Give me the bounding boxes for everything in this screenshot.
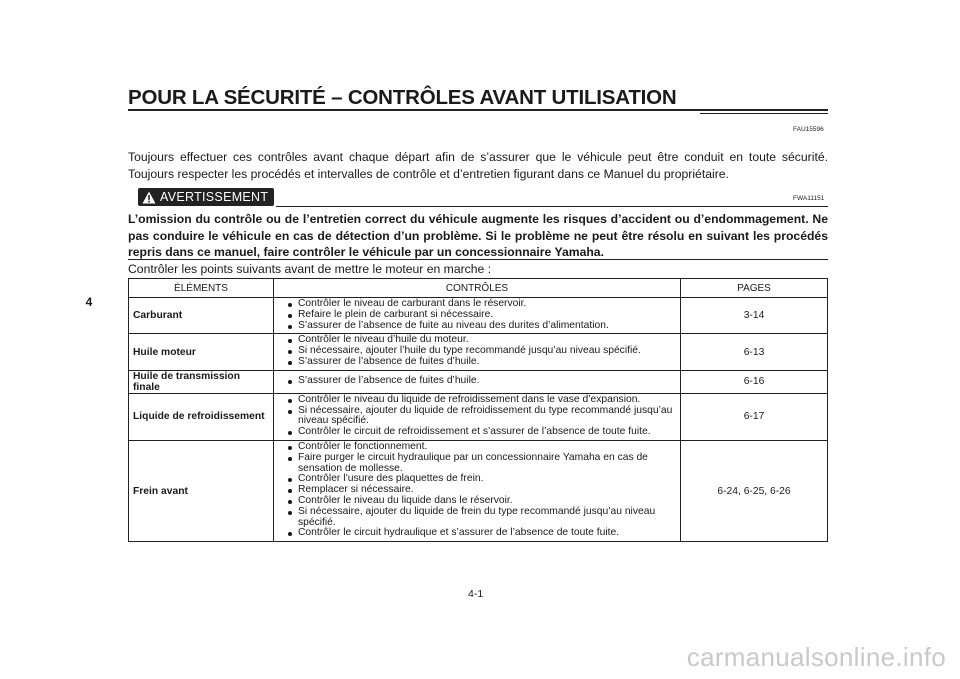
check-list-item: Si nécessaire, ajouter du liquide de frein du type recommandé jusqu’au niveau spécifié. — [286, 507, 676, 529]
check-list — [286, 442, 676, 539]
check-list-item: Contrôler le niveau du liquide de refroidissement dans le vase d’expansion. — [286, 395, 676, 406]
check-list-item: Faire purger le circuit hydraulique par un concessionnaire Yamaha en cas de sensation de mollesse. — [286, 453, 676, 475]
check-cell — [274, 370, 681, 393]
warning-bottom-rule — [128, 259, 828, 260]
check-list-item: Contrôler le niveau du liquide dans le réservoir. — [286, 496, 676, 507]
header-checks: CONTRÔLES — [274, 279, 681, 298]
item-name: Liquide de refroidissement — [129, 393, 274, 440]
document-code: FAU15596 — [793, 126, 824, 133]
check-cell — [274, 440, 681, 541]
check-list-item: Si nécessaire, ajouter du liquide de refroidissement du type recommandé jusqu’au niveau spécifié. — [286, 406, 676, 428]
check-list — [286, 335, 676, 367]
check-list-item: Contrôler le circuit hydraulique et s’assurer de l’absence de toute fuite. — [286, 528, 676, 539]
page-title: POUR LA SÉCURITÉ – CONTRÔLES AVANT UTILISATION — [128, 86, 677, 109]
warning-code: FWA11151 — [793, 195, 825, 202]
page-reference: 6-16 — [681, 370, 828, 393]
title-rule — [128, 109, 828, 111]
table-row — [129, 440, 828, 541]
item-name: Frein avant — [129, 440, 274, 541]
header-pages: PAGES — [681, 279, 828, 298]
page-reference: 3-14 — [681, 298, 828, 334]
check-list-item: Contrôler le fonctionnement. — [286, 442, 676, 453]
page-reference: 6-24, 6-25, 6-26 — [681, 440, 828, 541]
check-list-item: Contrôler le niveau de carburant dans le réservoir. — [286, 299, 676, 310]
section-tab: 4 — [78, 290, 100, 314]
checks-intro: Contrôler les points suivants avant de mettre le moteur en marche : — [128, 262, 492, 276]
intro-paragraph: Toujours effectuer ces contrôles avant chaque départ afin de s’assurer que le véhicule peut être conduit en toute sécurité. Toujours respecter les procédés et intervalles de contrôle et d’entretien figurant dans ce Manuel du propriétaire. — [128, 150, 828, 181]
check-list-item: Contrôler le circuit de refroidissement et s’assurer de l’absence de toute fuite. — [286, 427, 676, 438]
check-cell — [274, 334, 681, 370]
header-items: ÉLÉMENTS — [129, 279, 274, 298]
item-name: Carburant — [129, 298, 274, 334]
check-list-item: Contrôler le niveau d’huile du moteur. — [286, 335, 676, 346]
title-rule-thin — [700, 113, 828, 114]
item-name: Huile moteur — [129, 334, 274, 370]
check-cell — [274, 393, 681, 440]
warning-badge — [138, 188, 274, 206]
table-body — [129, 298, 828, 542]
check-list-item: S’assurer de l’absence de fuites d’huile. — [286, 376, 676, 387]
table-row — [129, 393, 828, 440]
page-number: 4-1 — [468, 588, 484, 600]
check-list-item: S’assurer de l’absence de fuites d’huile. — [286, 357, 676, 368]
warning-text: L’omission du contrôle ou de l’entretien correct du véhicule augmente les risques d’accident ou d’endommagement. Ne pas conduire le véhicule en cas de détection d’un problème. Si le problème ne peut être résolu en suivant les procédés repris dans ce manuel, faire contrôler le véhicule par un concessionnaire Yamaha. — [128, 212, 828, 259]
check-list-item: Refaire le plein de carburant si nécessaire. — [286, 310, 676, 321]
item-name: Huile de transmission finale — [129, 370, 274, 393]
pre-operation-check-table — [128, 278, 828, 542]
watermark: carmanualsonline.info — [686, 642, 946, 672]
page-reference: 6-17 — [681, 393, 828, 440]
warning-rule — [276, 206, 828, 207]
check-list — [286, 299, 676, 331]
check-list — [286, 376, 676, 387]
check-list-item: Remplacer si nécessaire. — [286, 485, 676, 496]
check-list — [286, 395, 676, 438]
check-list-item: Contrôler l’usure des plaquettes de frein. — [286, 474, 676, 485]
table-row — [129, 298, 828, 334]
check-list-item: Si nécessaire, ajouter l’huile du type recommandé jusqu’au niveau spécifié. — [286, 346, 676, 357]
table-header-row — [129, 279, 828, 298]
table-row — [129, 370, 828, 393]
check-cell — [274, 298, 681, 334]
warning-label: AVERTISSEMENT — [160, 190, 269, 204]
warning-triangle-icon — [142, 191, 156, 204]
check-list-item: S’assurer de l’absence de fuite au niveau des durites d’alimentation. — [286, 321, 676, 332]
page-reference: 6-13 — [681, 334, 828, 370]
table-row — [129, 334, 828, 370]
